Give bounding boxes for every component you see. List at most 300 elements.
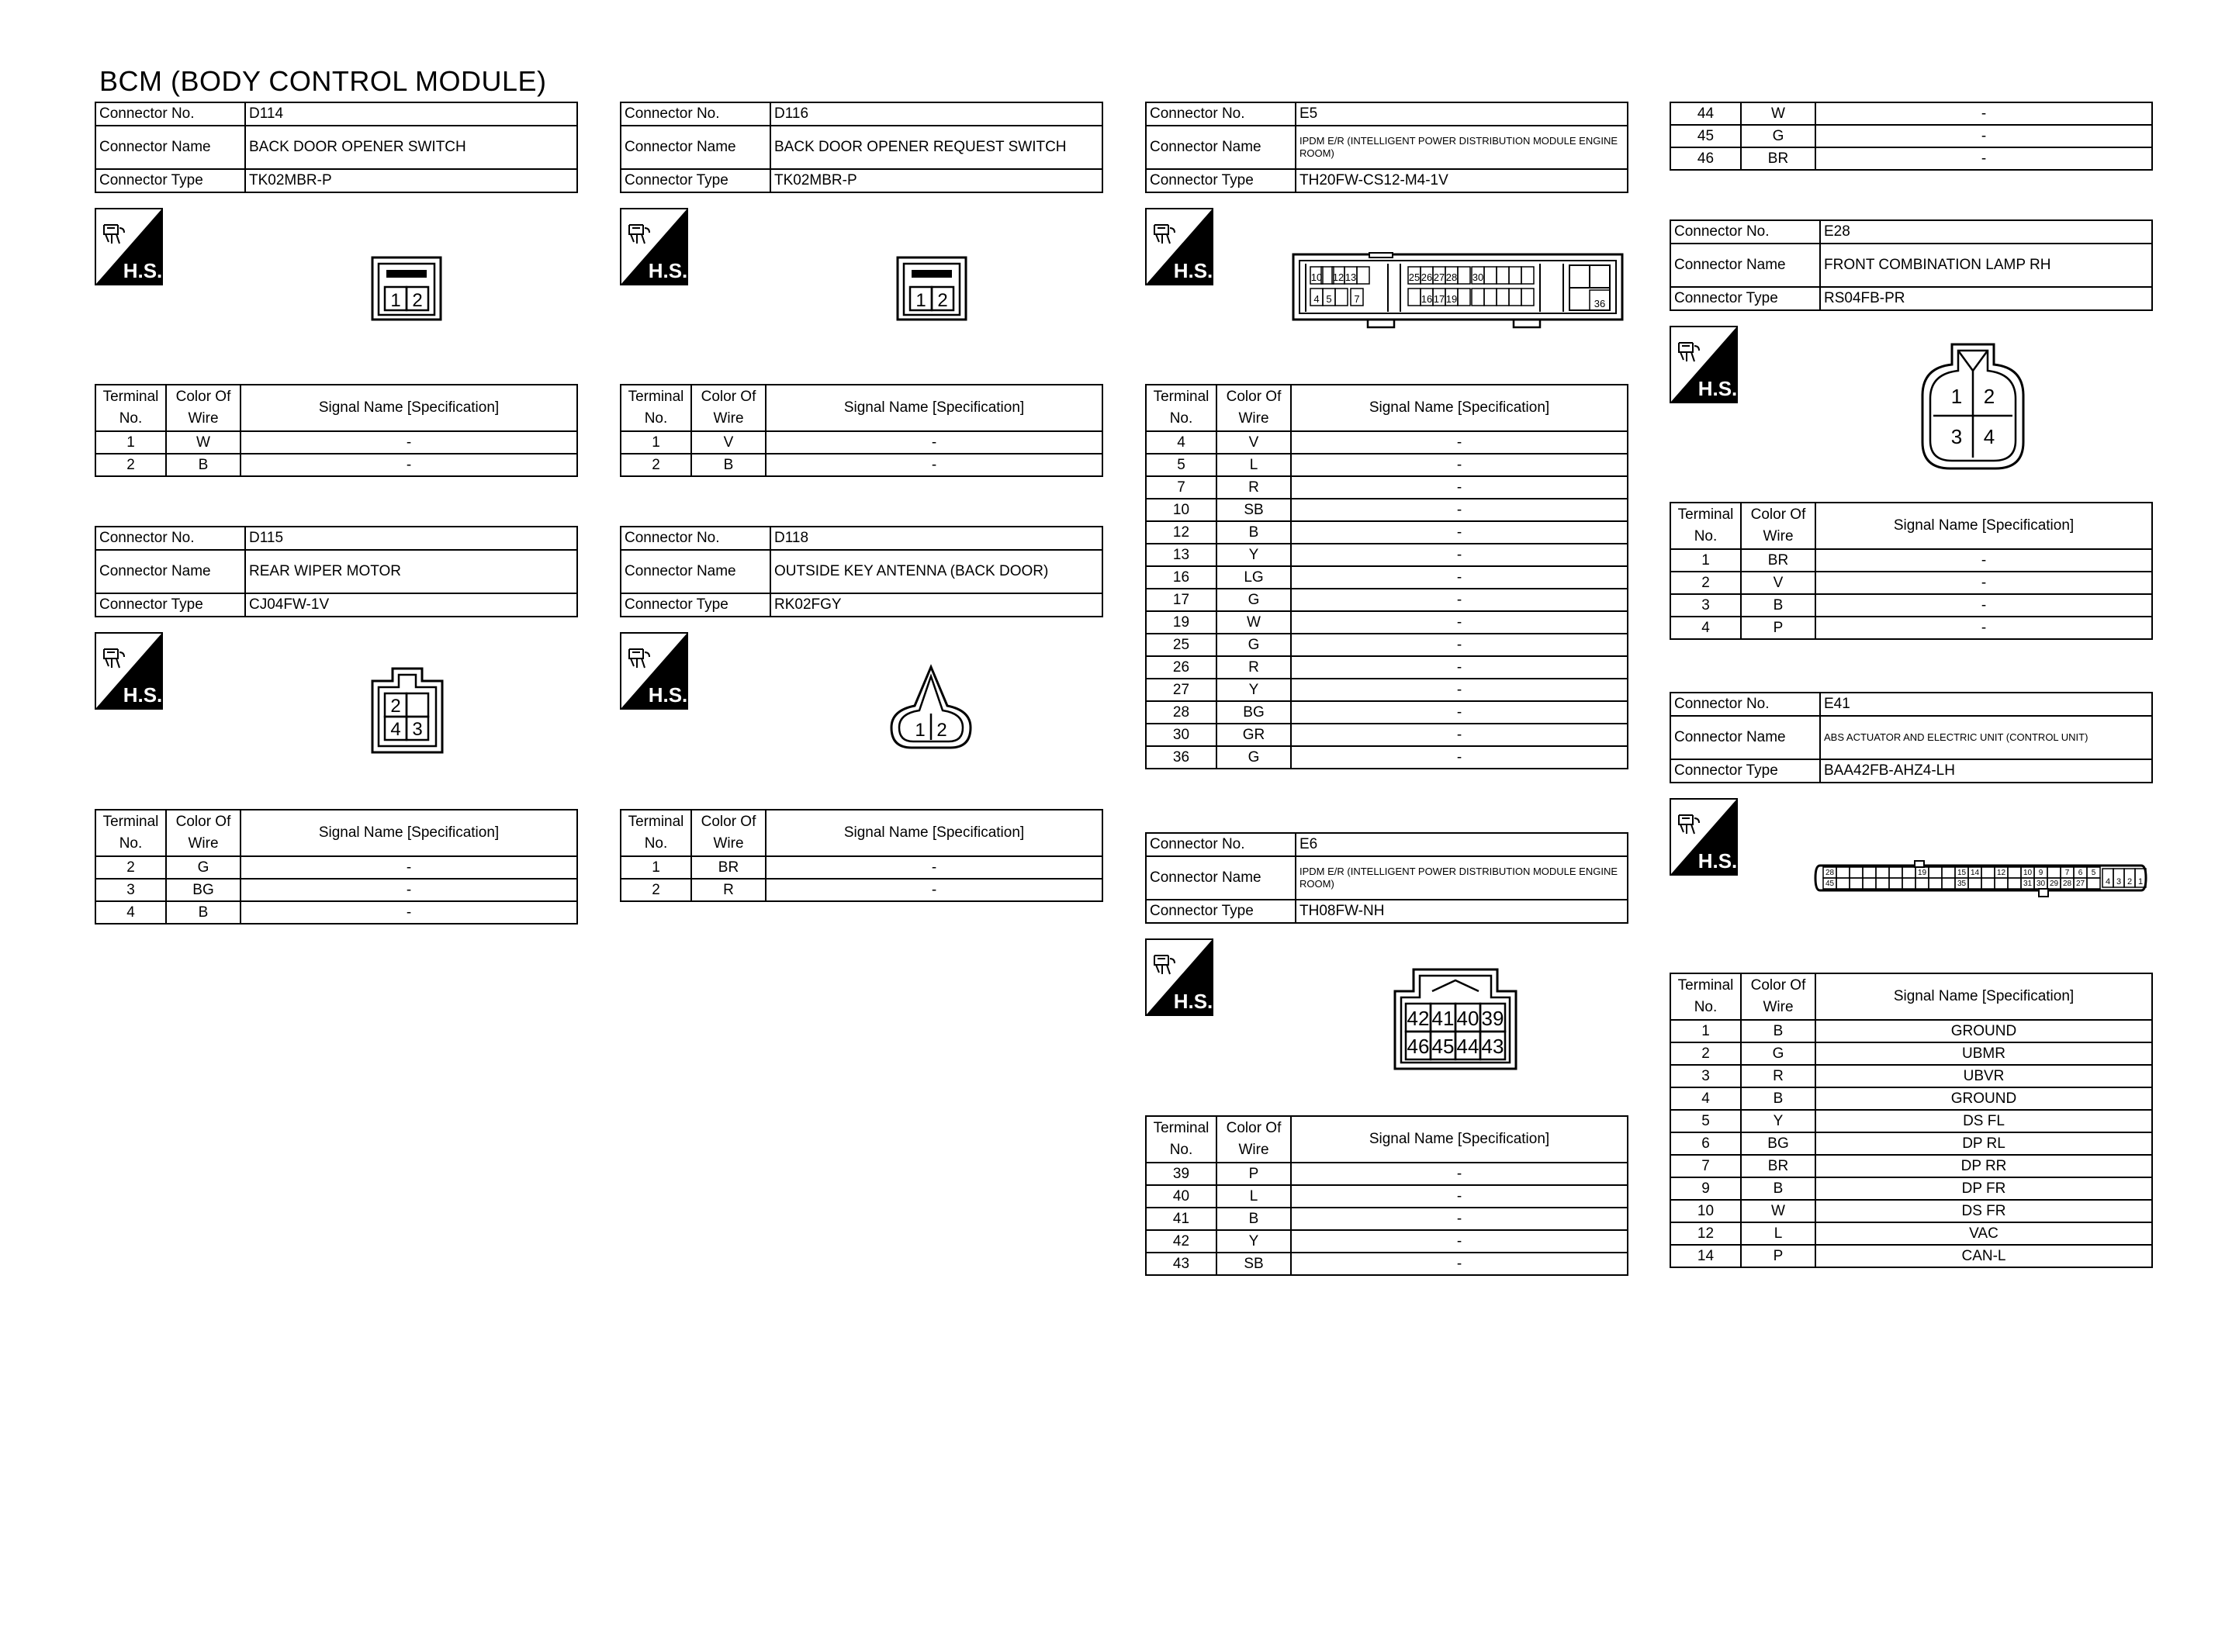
wire-color-header: Color Of Wire bbox=[1741, 973, 1815, 1020]
terminal-no: 2 bbox=[1670, 1042, 1741, 1065]
pin-cavity bbox=[1357, 267, 1369, 284]
pin-label: 41 bbox=[1431, 1007, 1455, 1030]
connector-info-e41 bbox=[1670, 692, 2153, 783]
connector-type-label: Connector Type bbox=[1670, 287, 1820, 310]
connector-name-value: BACK DOOR OPENER SWITCH bbox=[245, 126, 577, 169]
connector-name-label: Connector Name bbox=[1670, 716, 1820, 759]
connector-type-value: TK02MBR-P bbox=[770, 169, 1102, 192]
connector-face-e28 bbox=[1918, 341, 2028, 472]
table-row bbox=[95, 879, 577, 901]
signal-name: - bbox=[241, 856, 577, 879]
pin-cavity bbox=[1929, 878, 1942, 889]
pin-label: 40 bbox=[1456, 1007, 1479, 1030]
pin-label: 35 bbox=[1957, 880, 1967, 888]
pin-label: 7 bbox=[2064, 869, 2070, 877]
table-row bbox=[1146, 454, 1628, 476]
pin-label: 45 bbox=[1431, 1035, 1455, 1058]
pin-table-e5-continued bbox=[1670, 102, 2153, 171]
connector-name-value: ABS ACTUATOR AND ELECTRIC UNIT (CONTROL UNIT) bbox=[1820, 716, 2152, 759]
page-title: BCM (BODY CONTROL MODULE) bbox=[99, 65, 547, 97]
connector-type-label: Connector Type bbox=[1146, 900, 1296, 923]
terminal-no: 3 bbox=[1670, 1065, 1741, 1087]
table-row bbox=[1146, 611, 1628, 634]
table-row bbox=[1670, 1042, 2152, 1065]
signal-name: - bbox=[1291, 656, 1628, 679]
pin-cavity bbox=[1836, 867, 1850, 878]
connector-no-value: D116 bbox=[770, 102, 1102, 126]
terminal-no: 16 bbox=[1146, 566, 1216, 589]
pin-label: 4 bbox=[1313, 293, 1320, 305]
signal-name: DP RL bbox=[1815, 1132, 2152, 1155]
terminal-no: 4 bbox=[95, 901, 166, 924]
signal-name: DS FL bbox=[1815, 1110, 2152, 1132]
pin-label: 15 bbox=[1957, 869, 1967, 877]
terminal-no: 7 bbox=[1146, 476, 1216, 499]
terminal-no: 2 bbox=[621, 879, 691, 901]
wire-color: LG bbox=[1216, 566, 1291, 589]
hs-icon-graphic bbox=[95, 208, 163, 285]
connector-no-value: D115 bbox=[245, 527, 577, 550]
terminal-no: 2 bbox=[621, 454, 691, 476]
pin-label: 26 bbox=[1421, 271, 1433, 283]
connector-no-value: E41 bbox=[1820, 693, 2152, 716]
connector-no-value: D114 bbox=[245, 102, 577, 126]
terminal-no: 17 bbox=[1146, 589, 1216, 611]
wire-color: GR bbox=[1216, 724, 1291, 746]
pin-label: 9 bbox=[2038, 869, 2043, 877]
terminal-no: 10 bbox=[1670, 1200, 1741, 1222]
wire-color-header: Color Of Wire bbox=[1216, 1116, 1291, 1163]
signal-name-header: Signal Name [Specification] bbox=[1291, 385, 1628, 431]
hs-icon bbox=[1145, 208, 1213, 285]
terminal-no: 4 bbox=[1670, 1087, 1741, 1110]
connector-no-label: Connector No. bbox=[95, 102, 245, 126]
terminal-no: 41 bbox=[1146, 1208, 1216, 1230]
pin-cavity bbox=[1981, 878, 1995, 889]
pin-label: 28 bbox=[1825, 869, 1835, 877]
wire-color: BG bbox=[166, 879, 241, 901]
terminal-no: 6 bbox=[1670, 1132, 1741, 1155]
connector-type-label: Connector Type bbox=[95, 169, 245, 192]
pin-label: 1 bbox=[915, 720, 926, 741]
wire-color: G bbox=[166, 856, 241, 879]
pin-label: 43 bbox=[1481, 1035, 1504, 1058]
connector-face-e6 bbox=[1393, 968, 1517, 1070]
hs-icon bbox=[620, 632, 688, 710]
pin-label: 27 bbox=[1433, 271, 1445, 283]
signal-name: - bbox=[1815, 125, 2152, 147]
connector-info-e6 bbox=[1145, 832, 1628, 924]
table-row bbox=[1670, 1245, 2152, 1267]
terminal-no: 1 bbox=[621, 856, 691, 879]
signal-name: DP RR bbox=[1815, 1155, 2152, 1177]
connector-face-d116 bbox=[896, 256, 967, 321]
pin-cavity bbox=[1836, 878, 1850, 889]
signal-name-header: Signal Name [Specification] bbox=[766, 385, 1102, 431]
table-row bbox=[1670, 1110, 2152, 1132]
pin-label: 19 bbox=[1917, 869, 1927, 877]
table-row bbox=[1670, 1177, 2152, 1200]
wire-color: V bbox=[1741, 572, 1815, 594]
terminal-no: 1 bbox=[621, 431, 691, 454]
signal-name: - bbox=[1815, 102, 2152, 125]
pin-label: 2 bbox=[390, 696, 401, 717]
table-row bbox=[1146, 431, 1628, 454]
pin-label: 31 bbox=[2023, 880, 2033, 888]
pin-label: 45 bbox=[1825, 880, 1835, 888]
hs-label: H.S. bbox=[1173, 259, 1213, 282]
table-row bbox=[1670, 594, 2152, 617]
pin-cavity bbox=[2087, 878, 2100, 889]
pin-cavity bbox=[1484, 289, 1497, 306]
connector-info-e28 bbox=[1670, 219, 2153, 311]
hs-label: H.S. bbox=[1697, 377, 1738, 400]
signal-name: - bbox=[766, 879, 1102, 901]
terminal-no: 3 bbox=[95, 879, 166, 901]
table-row bbox=[1670, 125, 2152, 147]
wire-color: V bbox=[691, 431, 766, 454]
connector-info-d116 bbox=[620, 102, 1103, 193]
table-row bbox=[621, 879, 1102, 901]
signal-name: DS FR bbox=[1815, 1200, 2152, 1222]
wire-color-header: Color Of Wire bbox=[1216, 385, 1291, 431]
hs-icon bbox=[1670, 798, 1738, 876]
hs-icon bbox=[1145, 938, 1213, 1016]
signal-name-header: Signal Name [Specification] bbox=[1291, 1116, 1628, 1163]
wire-color: BR bbox=[1741, 1155, 1815, 1177]
wire-color: BG bbox=[1741, 1132, 1815, 1155]
table-row bbox=[1146, 1208, 1628, 1230]
signal-name-header: Signal Name [Specification] bbox=[241, 385, 577, 431]
connector-type-value: TK02MBR-P bbox=[245, 169, 577, 192]
signal-name: - bbox=[1291, 566, 1628, 589]
terminal-no-header: Terminal No. bbox=[621, 385, 691, 431]
connector-name-label: Connector Name bbox=[95, 126, 245, 169]
signal-name: - bbox=[1291, 589, 1628, 611]
pin-label: 3 bbox=[2116, 877, 2122, 886]
pin-label: 4 bbox=[1983, 425, 1995, 448]
pin-cavity bbox=[1509, 289, 1521, 306]
pin-cavity bbox=[1484, 267, 1497, 284]
wire-color: B bbox=[1216, 521, 1291, 544]
pin-label: 4 bbox=[390, 719, 401, 740]
terminal-no: 36 bbox=[1146, 746, 1216, 769]
terminal-no: 5 bbox=[1146, 454, 1216, 476]
table-row bbox=[621, 431, 1102, 454]
terminal-no: 9 bbox=[1670, 1177, 1741, 1200]
terminal-no: 1 bbox=[1670, 1020, 1741, 1042]
pin-label: 12 bbox=[1996, 869, 2006, 877]
table-row bbox=[1146, 1185, 1628, 1208]
wire-color: W bbox=[1741, 102, 1815, 125]
connector-type-label: Connector Type bbox=[95, 593, 245, 617]
connector-face-d118 bbox=[888, 665, 974, 751]
signal-name: DP FR bbox=[1815, 1177, 2152, 1200]
signal-name: - bbox=[1291, 544, 1628, 566]
signal-name: - bbox=[1815, 617, 2152, 639]
pin-cavity bbox=[1509, 267, 1521, 284]
pin-label: 16 bbox=[1421, 293, 1433, 305]
table-row bbox=[1146, 544, 1628, 566]
pin-label: 5 bbox=[2091, 869, 2096, 877]
signal-name: - bbox=[766, 454, 1102, 476]
signal-name-header: Signal Name [Specification] bbox=[1815, 503, 2152, 549]
signal-name: - bbox=[1291, 1185, 1628, 1208]
wire-color: Y bbox=[1216, 544, 1291, 566]
pin-cavity bbox=[1942, 867, 1955, 878]
pin-cavity bbox=[2047, 867, 2061, 878]
signal-name: - bbox=[1291, 431, 1628, 454]
pin-table-d114 bbox=[95, 384, 578, 477]
connector-type-value: TH08FW-NH bbox=[1296, 900, 1628, 923]
hs-icon bbox=[620, 208, 688, 285]
table-row bbox=[1670, 1200, 2152, 1222]
hs-label: H.S. bbox=[1173, 990, 1213, 1013]
wire-color: B bbox=[1741, 1177, 1815, 1200]
wire-color: G bbox=[1216, 634, 1291, 656]
table-row bbox=[1146, 521, 1628, 544]
signal-name: - bbox=[1291, 1208, 1628, 1230]
signal-name: - bbox=[1815, 572, 2152, 594]
signal-name: - bbox=[1815, 147, 2152, 170]
wire-color: R bbox=[1216, 656, 1291, 679]
pin-cavity bbox=[1902, 867, 1915, 878]
pin-label: 2 bbox=[936, 720, 947, 741]
hs-icon bbox=[1670, 326, 1738, 403]
terminal-no: 2 bbox=[1670, 572, 1741, 594]
table-row bbox=[95, 856, 577, 879]
terminal-no-header: Terminal No. bbox=[1146, 1116, 1216, 1163]
signal-name: - bbox=[241, 901, 577, 924]
connector-info-e5 bbox=[1145, 102, 1628, 193]
pin-label: 7 bbox=[1354, 293, 1360, 305]
signal-name: VAC bbox=[1815, 1222, 2152, 1245]
pin-cavity bbox=[1408, 289, 1421, 306]
connector-name-label: Connector Name bbox=[1146, 126, 1296, 169]
pin-label: 10 bbox=[2023, 869, 2033, 877]
signal-name: - bbox=[766, 431, 1102, 454]
table-row bbox=[1670, 1222, 2152, 1245]
pin-label: 25 bbox=[1408, 271, 1421, 283]
terminal-no: 4 bbox=[1670, 617, 1741, 639]
table-row bbox=[1670, 1020, 2152, 1042]
signal-name: - bbox=[1291, 476, 1628, 499]
wire-color: B bbox=[1741, 1020, 1815, 1042]
hs-icon-graphic bbox=[1145, 208, 1213, 285]
connector-type-value: CJ04FW-1V bbox=[245, 593, 577, 617]
pin-cavity bbox=[1995, 878, 2008, 889]
pin-cavity bbox=[1942, 878, 1955, 889]
pin-label: 10 bbox=[1310, 271, 1323, 283]
connector-no-label: Connector No. bbox=[621, 102, 770, 126]
terminal-no: 27 bbox=[1146, 679, 1216, 701]
pin-label: 46 bbox=[1407, 1035, 1430, 1058]
signal-name: GROUND bbox=[1815, 1087, 2152, 1110]
table-row bbox=[1146, 634, 1628, 656]
connector-name-label: Connector Name bbox=[621, 126, 770, 169]
terminal-no: 7 bbox=[1670, 1155, 1741, 1177]
wire-color: W bbox=[1216, 611, 1291, 634]
connector-face-d115 bbox=[371, 667, 444, 754]
terminal-no: 46 bbox=[1670, 147, 1741, 170]
pin-cavity bbox=[1876, 878, 1889, 889]
wire-color: G bbox=[1216, 746, 1291, 769]
signal-name-header: Signal Name [Specification] bbox=[1815, 973, 2152, 1020]
table-row bbox=[95, 454, 577, 476]
terminal-no-header: Terminal No. bbox=[95, 385, 166, 431]
terminal-no: 19 bbox=[1146, 611, 1216, 634]
wire-color-header: Color Of Wire bbox=[166, 810, 241, 856]
connector-no-value: E5 bbox=[1296, 102, 1628, 126]
signal-name: - bbox=[1291, 701, 1628, 724]
pin-cavity bbox=[1850, 867, 1863, 878]
terminal-no: 4 bbox=[1146, 431, 1216, 454]
pin-label: 1 bbox=[390, 290, 401, 311]
signal-name: - bbox=[1291, 679, 1628, 701]
wire-color: BG bbox=[1216, 701, 1291, 724]
table-row bbox=[1670, 1087, 2152, 1110]
table-row bbox=[1146, 679, 1628, 701]
signal-name: - bbox=[1291, 1253, 1628, 1275]
table-row bbox=[1146, 1230, 1628, 1253]
pin-label: 3 bbox=[1950, 425, 1963, 448]
hs-label: H.S. bbox=[648, 683, 688, 707]
pin-label: 2 bbox=[1983, 385, 1995, 408]
pin-cavity bbox=[1863, 878, 1876, 889]
signal-name: - bbox=[1291, 746, 1628, 769]
pin-label: 1 bbox=[1950, 385, 1963, 408]
connector-no-label: Connector No. bbox=[1670, 693, 1820, 716]
pin-label: 17 bbox=[1433, 293, 1445, 305]
pin-cavity bbox=[1458, 267, 1470, 284]
table-row bbox=[1670, 102, 2152, 125]
pin-label: 2 bbox=[412, 290, 423, 311]
pin-label: 4 bbox=[2105, 877, 2111, 886]
wire-color: BR bbox=[1741, 549, 1815, 572]
signal-name-header: Signal Name [Specification] bbox=[766, 810, 1102, 856]
signal-name: - bbox=[766, 856, 1102, 879]
wire-color: L bbox=[1216, 454, 1291, 476]
table-row bbox=[621, 856, 1102, 879]
wire-color: Y bbox=[1741, 1110, 1815, 1132]
signal-name: UBMR bbox=[1815, 1042, 2152, 1065]
terminal-no: 44 bbox=[1670, 102, 1741, 125]
pin-cavity bbox=[1889, 867, 1902, 878]
pin-table-e6 bbox=[1145, 1115, 1628, 1276]
terminal-no-header: Terminal No. bbox=[95, 810, 166, 856]
hs-label: H.S. bbox=[123, 683, 163, 707]
wire-color: R bbox=[1741, 1065, 1815, 1087]
pin-label: 6 bbox=[2078, 869, 2083, 877]
pin-cavity bbox=[1889, 878, 1902, 889]
signal-name: - bbox=[1291, 724, 1628, 746]
table-row bbox=[1670, 1132, 2152, 1155]
wire-color: R bbox=[1216, 476, 1291, 499]
connector-name-label: Connector Name bbox=[1670, 244, 1820, 287]
connector-no-label: Connector No. bbox=[1146, 102, 1296, 126]
pin-cavity bbox=[1863, 867, 1876, 878]
hs-label: H.S. bbox=[123, 259, 163, 282]
pin-label: 19 bbox=[1445, 293, 1458, 305]
terminal-no: 30 bbox=[1146, 724, 1216, 746]
table-row bbox=[1146, 724, 1628, 746]
pin-cavity bbox=[1876, 867, 1889, 878]
pin-label: 29 bbox=[2049, 880, 2059, 888]
pin-cavity bbox=[1981, 867, 1995, 878]
wire-color: G bbox=[1741, 1042, 1815, 1065]
table-row bbox=[1670, 1155, 2152, 1177]
signal-name: - bbox=[1291, 454, 1628, 476]
connector-no-label: Connector No. bbox=[621, 527, 770, 550]
terminal-no: 2 bbox=[95, 454, 166, 476]
wire-color: B bbox=[1741, 1087, 1815, 1110]
pin-label: 28 bbox=[1445, 271, 1458, 283]
wire-color: BR bbox=[691, 856, 766, 879]
pin-cavity bbox=[1521, 289, 1534, 306]
terminal-no: 1 bbox=[1670, 549, 1741, 572]
pin-cavity bbox=[1472, 289, 1484, 306]
pin-table-d116 bbox=[620, 384, 1103, 477]
terminal-no: 2 bbox=[95, 856, 166, 879]
hs-label: H.S. bbox=[1697, 849, 1738, 873]
terminal-no: 13 bbox=[1146, 544, 1216, 566]
pin-cavity bbox=[1915, 878, 1929, 889]
connector-type-label: Connector Type bbox=[1670, 759, 1820, 783]
wire-color: P bbox=[1741, 1245, 1815, 1267]
terminal-no: 39 bbox=[1146, 1163, 1216, 1185]
pin-table-d118 bbox=[620, 809, 1103, 902]
terminal-no-header: Terminal No. bbox=[621, 810, 691, 856]
wire-color: W bbox=[166, 431, 241, 454]
pin-label: 44 bbox=[1456, 1035, 1479, 1058]
connector-type-label: Connector Type bbox=[1146, 169, 1296, 192]
wire-color: G bbox=[1216, 589, 1291, 611]
wire-color-header: Color Of Wire bbox=[691, 810, 766, 856]
signal-name: UBVR bbox=[1815, 1065, 2152, 1087]
wire-color: P bbox=[1216, 1163, 1291, 1185]
connector-face-e5 bbox=[1292, 251, 1624, 329]
signal-name: GROUND bbox=[1815, 1020, 2152, 1042]
wire-color: B bbox=[691, 454, 766, 476]
wire-color: W bbox=[1741, 1200, 1815, 1222]
pin-label: 27 bbox=[2075, 880, 2085, 888]
connector-type-value: BAA42FB-AHZ4-LH bbox=[1820, 759, 2152, 783]
table-row bbox=[95, 901, 577, 924]
table-row bbox=[1670, 572, 2152, 594]
pin-cavity bbox=[1497, 289, 1509, 306]
hs-icon-graphic bbox=[1670, 326, 1738, 403]
terminal-no: 5 bbox=[1670, 1110, 1741, 1132]
pin-cavity bbox=[1929, 867, 1942, 878]
connector-no-label: Connector No. bbox=[1670, 220, 1820, 244]
terminal-no: 12 bbox=[1670, 1222, 1741, 1245]
wire-color: BR bbox=[1741, 147, 1815, 170]
pin-label: 1 bbox=[2137, 877, 2144, 886]
connector-type-value: RS04FB-PR bbox=[1820, 287, 2152, 310]
pin-label: 28 bbox=[2062, 880, 2072, 888]
table-row bbox=[1670, 617, 2152, 639]
connector-info-d115 bbox=[95, 526, 578, 617]
signal-name: - bbox=[1291, 611, 1628, 634]
wire-color: L bbox=[1741, 1222, 1815, 1245]
hs-icon-graphic bbox=[1670, 798, 1738, 876]
pin-label: 12 bbox=[1332, 271, 1344, 283]
table-row bbox=[95, 431, 577, 454]
connector-type-value: RK02FGY bbox=[770, 593, 1102, 617]
wire-color: B bbox=[1741, 594, 1815, 617]
wire-color: SB bbox=[1216, 1253, 1291, 1275]
terminal-no-header: Terminal No. bbox=[1670, 973, 1741, 1020]
